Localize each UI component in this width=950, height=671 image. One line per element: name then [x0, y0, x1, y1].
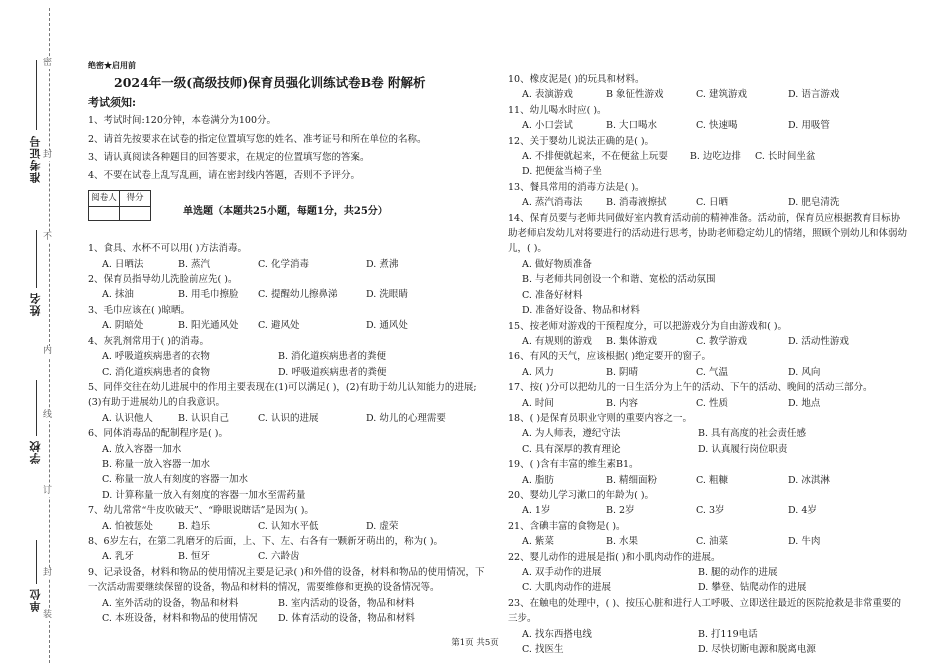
page-title: 2024年一级(高级技师)保育员强化训练试卷B卷 附解析	[114, 75, 426, 91]
answer-option[interactable]: A. 怕被惩处	[102, 520, 153, 532]
answer-option[interactable]: A. 找东西搭电线	[522, 628, 592, 640]
school-label: 学校	[29, 440, 42, 464]
answer-option[interactable]: B. 消毒液擦拭	[606, 197, 667, 209]
question-stem: 15、按老师对游戏的干预程度分，可以把游戏分为自由游戏和( )。	[508, 320, 788, 332]
answer-option[interactable]: D. 地点	[788, 397, 821, 409]
notice-item: 3、请认真阅读各种题目的回答要求，在规定的位置填写您的答案。	[88, 152, 370, 164]
score-area	[88, 190, 488, 221]
question-stem: 17、按( )分可以把幼儿的一日生活分为上午的活动、下午的活动、晚间的活动三部分。	[508, 382, 873, 394]
question-stem: 16、有风的天气，应该根据( )绝定要开的窗子。	[508, 351, 712, 363]
right-column	[508, 72, 908, 657]
answer-option[interactable]: B. 水果	[606, 536, 639, 548]
option-row	[88, 611, 488, 626]
answer-option[interactable]: D. 攀登、钻爬动作的进展	[698, 582, 807, 594]
seal-dashed-line	[49, 8, 50, 663]
question-stem: 13、餐具常用的消毒方法是( )。	[508, 181, 645, 193]
answer-option[interactable]: B. 具有高度的社会责任感	[698, 428, 807, 440]
seal-mark: 装	[43, 610, 53, 620]
answer-option[interactable]: D. 洗眼睛	[366, 289, 408, 301]
notice-item: 2、请首先按要求在试卷的指定位置填写您的姓名、准考证号和所在单位的名称。	[88, 133, 427, 145]
answer-option[interactable]: C. 提醒幼儿擦鼻涕	[258, 289, 338, 301]
answer-option[interactable]: B. 内容	[606, 397, 639, 409]
answer-option[interactable]: A. 脂肪	[522, 474, 554, 486]
answer-option[interactable]: A. 时间	[522, 397, 554, 409]
answer-option[interactable]: D. 牛肉	[788, 536, 821, 548]
answer-option[interactable]: D. 计算称量一放入有刻度的容器一加水至需药量	[102, 489, 306, 501]
option-row	[508, 149, 908, 180]
option-row	[508, 503, 908, 518]
question-stem: 2、保育员指导幼儿洗脸前应先( )。	[88, 274, 238, 286]
answer-option[interactable]: C. 认知水平低	[258, 520, 319, 532]
answer-option[interactable]: D. 语言游戏	[788, 89, 840, 101]
question-stem: 23、在触电的处理中，( )、按压心脏和进行人工呼吸、立即送往最近的医院抢救是非常重要的三步。	[508, 597, 902, 625]
exam-number-field[interactable]	[36, 60, 37, 130]
option-row	[508, 396, 908, 411]
answer-option[interactable]: D. 把便盆当椅子坐	[522, 166, 602, 178]
answer-option[interactable]: D. 虚荣	[366, 520, 399, 532]
question-stem: 20、婴幼儿学习漱口的年龄为( )。	[508, 489, 655, 501]
option-row	[508, 334, 908, 349]
option-row	[508, 473, 908, 488]
seal-mark: 不	[43, 232, 53, 242]
answer-option[interactable]: B. 边吃边排	[689, 151, 741, 163]
question-stem: 21、含碘丰富的食物是( )。	[508, 520, 626, 532]
answer-option[interactable]: B. 恒牙	[178, 551, 211, 563]
answer-option[interactable]: C. 3岁	[696, 505, 725, 517]
question-stem: 9、记录设备，材料和物品的使用情况主要是记录( )和外借的设备，材料和物品的使用情况，下一次活动需要继续保留的设备，物品和材料的情况，需要维修和更换的设备情况等。	[88, 566, 485, 594]
answer-option[interactable]: D. 肥皂清洗	[788, 197, 840, 209]
question-stem: 11、幼儿喝水时应( )。	[508, 104, 607, 116]
notice-item: 1、考试时间:120分钟，本卷满分为100分。	[88, 115, 277, 127]
answer-option[interactable]: D. 通风处	[366, 320, 408, 332]
option-row	[508, 426, 908, 441]
option-row	[88, 519, 488, 534]
answer-option[interactable]: D. 煮沸	[366, 258, 399, 270]
answer-option[interactable]: C. 本班设备，材料和物品的使用情况	[102, 613, 258, 624]
answer-option[interactable]: B. 腿的动作的进展	[698, 567, 778, 578]
answer-option[interactable]: A. 1岁	[522, 505, 551, 517]
seal-mark: 封	[43, 568, 53, 578]
answer-option[interactable]: B. 消化道疾病患者的粪便	[278, 351, 387, 363]
question-stem: 19、( )含有丰富的维生素B1。	[508, 459, 639, 471]
option-row	[508, 365, 908, 380]
answer-option[interactable]: B. 打119电话	[698, 628, 758, 640]
answer-option[interactable]: A. 认识他人	[102, 412, 153, 424]
answer-option[interactable]: A. 呼吸道疾病患者的衣物	[102, 351, 210, 363]
answer-option[interactable]: B. 阳光通风处	[178, 320, 239, 332]
answer-option[interactable]: C. 避风处	[258, 320, 300, 332]
section-heading: 单选题（本题共25小题，每题1分，共25分）	[183, 205, 388, 217]
option-row	[88, 365, 488, 380]
option-row	[88, 257, 488, 272]
answer-option[interactable]: C. 气温	[696, 366, 728, 378]
answer-option[interactable]: A. 阴暗处	[102, 320, 144, 332]
answer-option[interactable]: C. 认识的进展	[258, 412, 319, 424]
answer-option[interactable]: D. 冰淇淋	[788, 474, 830, 486]
answer-option[interactable]: D. 风向	[788, 366, 821, 378]
page-footer: 第1页 共5页	[451, 638, 499, 648]
answer-option[interactable]: A. 为人师表，遵纪守法	[522, 428, 621, 440]
answer-option[interactable]: B. 蒸汽	[178, 258, 211, 270]
answer-option[interactable]: B. 阴晴	[606, 366, 639, 378]
unit-field[interactable]	[36, 540, 37, 584]
answer-option[interactable]: A. 室外活动的设备，物品和材料	[102, 597, 239, 609]
grader-cell[interactable]	[89, 207, 120, 221]
option-row	[508, 118, 908, 133]
answer-option[interactable]: A. 表演游戏	[522, 89, 573, 101]
score-table	[88, 190, 151, 221]
answer-option[interactable]: C. 准备好材料	[522, 289, 583, 301]
answer-option[interactable]: A. 乳牙	[102, 551, 134, 563]
question-stem: 8、6岁左右，在第二乳磨牙的后面，上、下、左、右各有一颗新牙萌出的，称为( )。	[88, 535, 444, 547]
question-stem: 22、婴儿动作的进展是指( )和小肌肉动作的进展。	[508, 551, 721, 563]
option-row	[88, 349, 488, 364]
answer-option[interactable]: D. 活动性游戏	[788, 335, 849, 347]
school-field[interactable]	[36, 380, 37, 436]
answer-option[interactable]: C. 教学游戏	[696, 335, 747, 347]
answer-option[interactable]: C. 粗糠	[696, 474, 728, 486]
answer-option[interactable]: C. 六龄齿	[258, 551, 300, 563]
answer-option[interactable]: B. 大口喝水	[606, 120, 658, 132]
answer-option[interactable]: B. 集体游戏	[606, 335, 658, 347]
exam-number-label: 准考证号	[29, 135, 42, 183]
seal-mark: 封	[43, 150, 53, 160]
answer-option[interactable]: A. 双手动作的进展	[522, 567, 602, 578]
answer-option[interactable]: A. 蒸汽消毒法	[522, 197, 583, 209]
answer-option[interactable]: B. 趋乐	[178, 520, 211, 532]
option-row	[88, 596, 488, 611]
answer-option[interactable]: D. 认真履行岗位职责	[698, 443, 788, 455]
notice-title: 考试须知:	[88, 95, 137, 109]
answer-option[interactable]: A. 抹油	[102, 289, 134, 301]
answer-option[interactable]: A. 做好物质准备	[522, 258, 592, 270]
answer-option[interactable]: C. 长时间坐盆	[754, 151, 816, 163]
unit-label: 单位	[29, 588, 42, 612]
option-row	[508, 87, 908, 102]
question-stem: 5、同伴交往在幼儿进展中的作用主要表现在(1)可以满足( )，(2)有助于幼儿认知能力的进展;(3)有助于进展幼儿的自我意识。	[88, 381, 477, 409]
option-row	[508, 565, 908, 580]
answer-option[interactable]: C. 日晒	[696, 197, 728, 209]
confidential-mark: 绝密★启用前	[88, 60, 136, 70]
question-stem: 18、( )是保育员职业守则的重要内容之一。	[508, 412, 693, 424]
answer-option[interactable]: A. 小口尝试	[522, 120, 573, 132]
answer-option[interactable]: B. 精细面粉	[606, 474, 658, 486]
question-list-left	[88, 241, 488, 626]
question-stem: 3、毛巾应该在( )晾晒。	[88, 304, 190, 316]
answer-option[interactable]: A. 不排便就起来，不在便盆上玩耍	[522, 151, 668, 163]
answer-option[interactable]: A. 放入容器一加水	[102, 443, 182, 455]
answer-option[interactable]: A. 风力	[522, 366, 554, 378]
binding-margin	[0, 0, 80, 671]
left-column	[88, 58, 488, 626]
answer-option[interactable]: C. 快速喝	[696, 120, 738, 132]
question-stem: 12、关于婴幼儿说法正确的是( )。	[508, 135, 655, 147]
score-header: 得分	[120, 190, 151, 206]
option-row	[508, 442, 908, 457]
option-row	[88, 318, 488, 333]
name-label: 姓名	[29, 292, 42, 316]
answer-option[interactable]: B 象征性游戏	[606, 89, 664, 101]
answer-option[interactable]: A. 有规则的游戏	[522, 335, 592, 347]
answer-option[interactable]: C. 具有深厚的教育理论	[522, 443, 621, 455]
seal-mark: 密	[43, 58, 53, 68]
answer-option[interactable]: C. 建筑游戏	[696, 89, 747, 101]
seal-mark: 线	[43, 410, 53, 420]
question-stem: 7、幼儿常常“牛皮吹破天”、“睁眼说瞎话”是因为( )。	[88, 505, 314, 517]
answer-option[interactable]: C. 找医生	[522, 644, 564, 656]
answer-option[interactable]: C. 消化道疾病患者的食物	[102, 366, 210, 378]
answer-option[interactable]: A. 紫菜	[522, 536, 554, 548]
answer-option[interactable]: C. 化学消毒	[258, 258, 309, 270]
answer-option[interactable]: B. 室内活动的设备，物品和材料	[278, 597, 415, 609]
option-row	[508, 534, 908, 549]
option-row	[88, 549, 488, 564]
option-row	[508, 580, 908, 595]
answer-option[interactable]: B. 称量一放入容器一加水	[102, 458, 211, 470]
answer-option[interactable]: D. 4岁	[788, 505, 817, 517]
answer-option[interactable]: D. 用吸管	[788, 120, 830, 132]
answer-option[interactable]: C. 大肌肉动作的进展	[522, 582, 611, 594]
answer-option[interactable]: D. 幼儿的心理需要	[366, 412, 446, 424]
score-cell[interactable]	[120, 207, 151, 221]
answer-option[interactable]: D. 尽快切断电源和脱离电源	[698, 644, 816, 656]
seal-mark: 订	[43, 486, 53, 496]
answer-option[interactable]: D. 体育活动的设备，物品和材料	[278, 613, 415, 624]
answer-option[interactable]: D. 呼吸道疾病患者的粪便	[278, 366, 387, 378]
option-row	[88, 287, 488, 302]
answer-option[interactable]: C. 性质	[696, 397, 728, 409]
answer-option[interactable]: B. 与老师共同创设一个和谐、宽松的活动氛围	[522, 274, 716, 286]
question-stem: 1、食具、水杯不可以用( )方法消毒。	[88, 243, 247, 255]
answer-option[interactable]: C. 称量一放人有刻度的容器一加水	[102, 474, 248, 486]
answer-option[interactable]: B. 认识自己	[178, 412, 230, 424]
answer-option[interactable]: C. 油菜	[696, 536, 728, 548]
question-stem: 14、保育员要与老师共同做好室内教育活动前的精神准备。活动前，保育员应根据教育目标协助老师启发幼儿对将要进行的活动进行思考，协助老师稳定幼儿的情绪，照顾个别幼儿和体弱幼儿，( )。	[508, 212, 908, 255]
answer-option[interactable]: A. 日晒法	[102, 258, 144, 270]
question-list-right	[508, 72, 908, 657]
name-field[interactable]	[36, 230, 37, 288]
answer-option[interactable]: B. 2岁	[606, 505, 635, 517]
answer-option[interactable]: B. 用毛巾擦脸	[178, 289, 239, 301]
question-stem: 4、灰乳剂常用于( )的消毒。	[88, 335, 209, 347]
answer-option[interactable]: D. 准备好设备、物品和材料	[522, 305, 640, 317]
option-row	[508, 195, 908, 210]
grader-header: 阅卷人	[89, 190, 120, 206]
question-stem: 10、橡皮泥是( )的玩具和材料。	[508, 74, 645, 85]
question-stem: 6、同体消毒品的配制程序是( )。	[88, 428, 228, 440]
notice-item: 4、不要在试卷上乱写乱画，请在密封线内答题，否则不予评分。	[88, 170, 361, 182]
option-row	[88, 411, 488, 426]
seal-mark: 内	[43, 346, 53, 356]
